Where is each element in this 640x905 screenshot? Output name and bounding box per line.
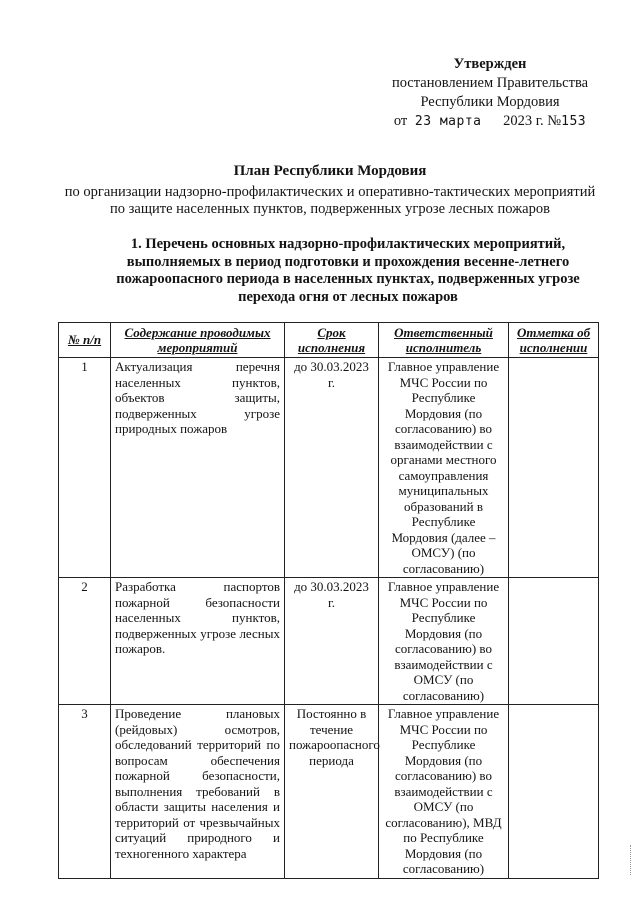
approval-line-2: Республики Мордовия [420,94,560,110]
approval-date-suffix: 2023 г. № [503,113,562,129]
plan-title: План Республики Мордовия [233,163,427,179]
row-deadline: до 30.03.2023 г. [285,578,379,705]
header-deadline: Срок исполнения [285,323,379,358]
row-mark [509,358,599,578]
header-mark: Отметка об исполнении [509,323,599,358]
row-deadline: Постоянно в течение пожароопасного периода [285,705,379,879]
section-title: 1. Перечень основных надзорно-профилактических мероприятий, выполняемых в период подготовки и прохождения весенне-летнего пожароопасного периода в населенных пунктах, подверженных угрозе перехода огня от лесных пожаров [116,236,580,305]
table-row [59,358,599,578]
row-content: Проведение плановых (рейдовых) осмотров, обследований территорий по вопросам обеспечения пожарной безопасности, выполнения требований в области защиты населения и территорий от чрезвычайных ситуаций природного и техногенного характера [111,705,285,879]
table-row [59,705,599,879]
plan-header [60,163,600,219]
approval-block [372,55,608,131]
plan-subtitle: по организации надзорно-профилактических и оперативно-тактических мероприятий по защите населенных пунктов, подверженных угрозе лесных пожаров [64,183,596,217]
measures-table [58,322,599,879]
row-mark [509,705,599,879]
row-content: Актуализация перечня населенных пунктов, объектов защиты, подверженных угрозе природных пожаров [111,358,285,578]
scan-edge-mark [630,845,634,875]
approval-title: Утвержден [453,56,527,72]
header-responsible: Ответственный исполнитель [379,323,509,358]
approval-date-handwritten: 23 марта [414,114,482,129]
header-content: Содержание проводимых мероприятий [111,323,285,358]
table-row [59,578,599,705]
row-responsible: Главное управление МЧС России по Республике Мордовия (по согласованию) во взаимодействии с органами местного самоуправления муниципальных образований в Республике Мордовия (далее – ОМСУ) (по согласованию) [379,358,509,578]
row-num: 1 [59,358,111,578]
row-num: 2 [59,578,111,705]
approval-date-prefix: от [393,113,408,129]
row-mark [509,578,599,705]
row-num: 3 [59,705,111,879]
row-responsible: Главное управление МЧС России по Республике Мордовия (по согласованию) во взаимодействии с ОМСУ (по согласованию), МВД по Республике Мордовия (по согласованию) [379,705,509,879]
approval-date-line [372,112,608,131]
row-content: Разработка паспортов пожарной безопасности населенных пунктов, подверженных угрозе лесных пожаров. [111,578,285,705]
approval-number-handwritten: 153 [561,114,587,129]
approval-line-1: постановлением Правительства [391,75,589,91]
row-responsible: Главное управление МЧС России по Республике Мордовия (по согласованию) во взаимодействии с ОМСУ (по согласованию) [379,578,509,705]
header-num: № п/п [59,323,111,358]
table-header-row [59,323,599,358]
row-deadline: до 30.03.2023 г. [285,358,379,578]
